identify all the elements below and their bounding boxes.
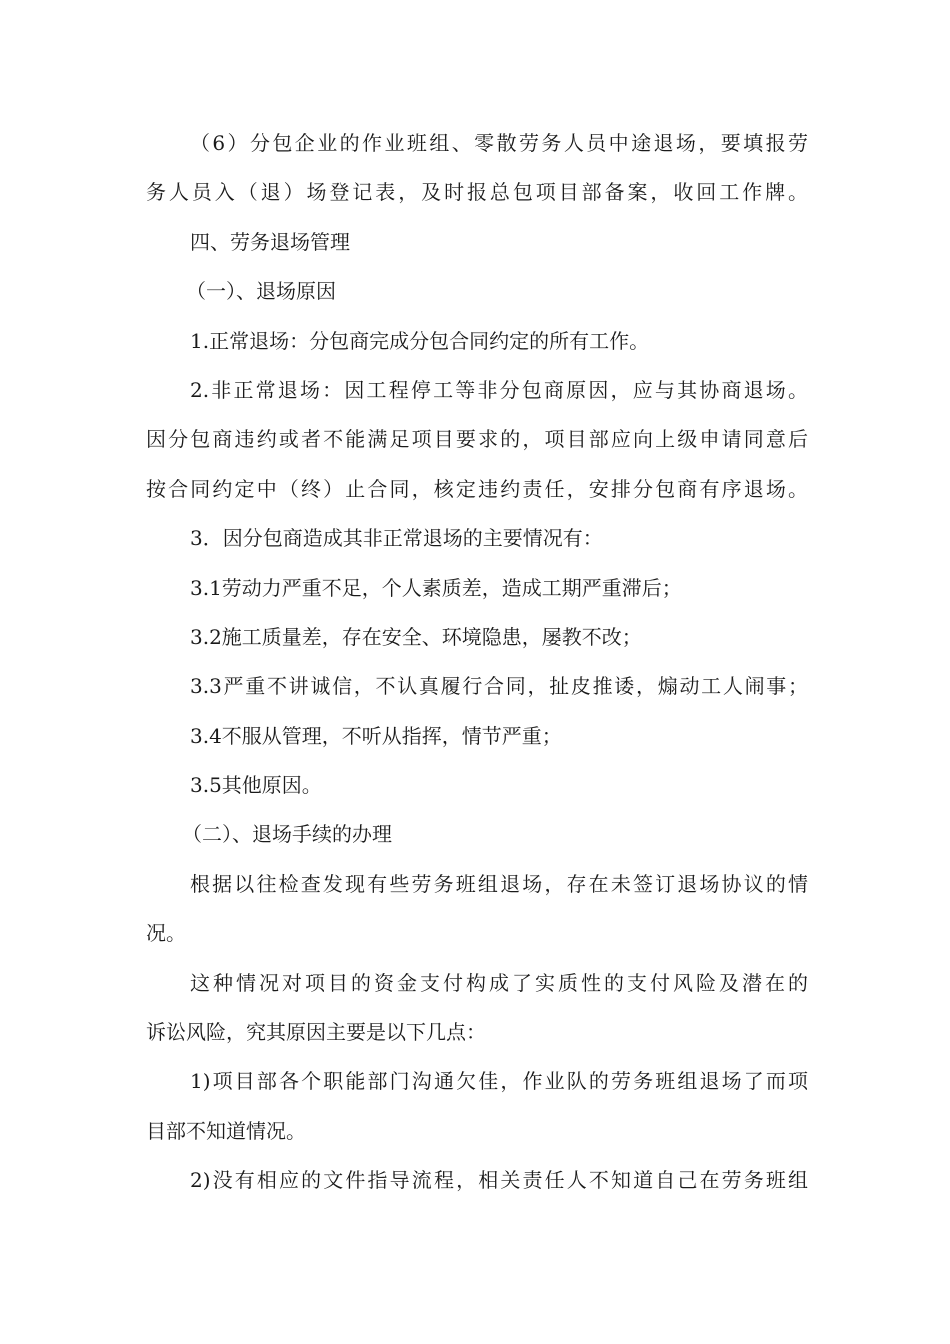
list-item: 3.1劳动力严重不足，个人素质差，造成工期严重滞后； (190, 575, 682, 600)
list-item: 3.5其他原因。 (190, 773, 322, 798)
paragraph-line: 诉讼风险，究其原因主要是以下几点： (146, 1020, 486, 1045)
list-item: 2)没有相应的文件指导流程，相关责任人不知道自己在劳务班组 (190, 1168, 808, 1193)
paragraph-line: 3．因分包商造成其非正常退场的主要情况有： (190, 526, 603, 551)
subsection-heading: （一）、退场原因 (186, 279, 336, 304)
paragraph-line: 1.正常退场：分包商完成分包合同约定的所有工作。 (190, 328, 650, 353)
paragraph-line: 这种情况对项目的资金支付构成了实质性的支付风险及潜在的 (190, 970, 808, 995)
list-item: 3.3严重不讲诚信，不认真履行合同，扯皮推诿，煽动工人闹事； (190, 674, 808, 699)
paragraph-line: 况。 (146, 921, 186, 946)
list-item: 3.2施工质量差，存在安全、环境隐患，屡教不改； (190, 624, 642, 649)
paragraph-line: 2.非正常退场：因工程停工等非分包商原因，应与其协商退场。 (190, 377, 808, 402)
section-heading: 四、劳务退场管理 (190, 229, 350, 254)
paragraph-line: 因分包商违约或者不能满足项目要求的，项目部应向上级申请同意后 (146, 427, 808, 452)
list-item: 1)项目部各个职能部门沟通欠佳，作业队的劳务班组退场了而项 (190, 1069, 808, 1094)
paragraph-line: 根据以往检查发现有些劳务班组退场，存在未签订退场协议的情 (190, 871, 808, 896)
document-body (146, 119, 808, 1206)
list-item: 3.4不服从管理，不听从指挥，情节严重； (190, 723, 562, 748)
paragraph-line: 按合同约定中（终）止合同，核定违约责任，安排分包商有序退场。 (146, 476, 808, 501)
paragraph-line: 务人员入（退）场登记表，及时报总包项目部备案，收回工作牌。 (146, 180, 808, 205)
subsection-heading: （二）、退场手续的办理 (182, 822, 392, 847)
paragraph-line: （6）分包企业的作业班组、零散劳务人员中途退场，要填报劳 (190, 131, 808, 155)
paragraph-line: 目部不知道情况。 (146, 1118, 306, 1143)
